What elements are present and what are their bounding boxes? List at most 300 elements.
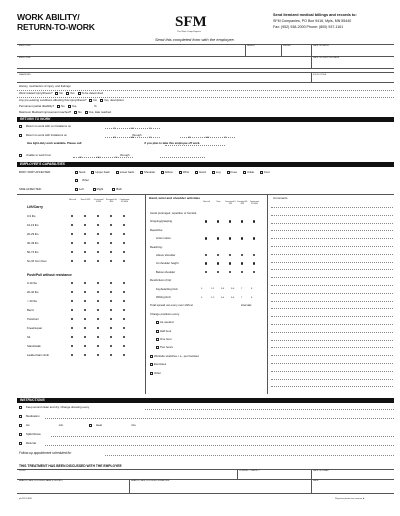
ppd-no-checkbox[interactable] xyxy=(57,105,60,108)
frequency-radio[interactable] xyxy=(71,291,73,293)
frequency-radio[interactable] xyxy=(123,336,125,338)
hand-item-label: Gripping/grasping xyxy=(150,219,173,224)
frequency-radio[interactable] xyxy=(71,224,73,226)
body-part-checkbox[interactable] xyxy=(243,171,246,174)
comment-line[interactable] xyxy=(271,308,393,309)
ppd-yes-checkbox[interactable] xyxy=(68,105,71,108)
frequency-radio[interactable] xyxy=(71,260,73,262)
frequency-radio[interactable] xyxy=(110,345,112,347)
sfm-logo: SFM xyxy=(175,14,207,30)
frequency-radio[interactable] xyxy=(97,309,99,311)
body-part-option xyxy=(161,171,173,174)
hand-item-label: Half hour xyxy=(160,328,172,333)
frequency-radio[interactable] xyxy=(123,327,125,329)
wound-checkbox[interactable] xyxy=(19,406,22,409)
referral-row: Referral xyxy=(19,442,36,445)
frequency-radio[interactable] xyxy=(123,224,125,226)
comment-line[interactable] xyxy=(271,277,393,278)
comment-line[interactable] xyxy=(271,386,393,387)
frequency-radio[interactable] xyxy=(110,224,112,226)
frequency-radio[interactable] xyxy=(84,309,86,311)
body-part-name: Ankle xyxy=(247,170,255,175)
hand-item-label: Change positions every xyxy=(150,311,180,316)
hand-frequency-radio[interactable] xyxy=(217,254,219,256)
frequency-radio[interactable] xyxy=(123,251,125,253)
form-title-line1: WORK ABILITY/ xyxy=(17,12,80,22)
hand-item xyxy=(150,212,196,215)
lift-title: Lift/Carry xyxy=(27,205,43,209)
frequency-radio[interactable] xyxy=(123,282,125,284)
body-part-checkbox[interactable] xyxy=(161,171,164,174)
rtw-limits-checkbox[interactable] xyxy=(19,134,22,137)
hand-item xyxy=(156,330,171,333)
hand-item-label: Exercises xyxy=(154,362,167,367)
hand-item-checkbox[interactable] xyxy=(150,363,153,366)
comment-line[interactable] xyxy=(271,363,393,364)
ice-row: Ice min. Heat min. xyxy=(19,424,136,427)
logo-subtitle: The Work Comp Experts xyxy=(177,31,201,33)
form-number: ph-2351 0819 xyxy=(19,498,32,500)
hours-option: 1-2 xyxy=(211,296,215,299)
hand-item xyxy=(150,220,172,223)
body-part-option xyxy=(195,171,206,174)
push-row-label: 20-40 lbs xyxy=(27,290,39,294)
comment-line[interactable] xyxy=(271,332,393,333)
body-part-name: Neck xyxy=(79,170,86,175)
frequency-radio[interactable] xyxy=(97,282,99,284)
lift-row-label: No lift from floor xyxy=(27,259,47,263)
referral-checkbox[interactable] xyxy=(19,442,22,445)
frequency-radio[interactable] xyxy=(97,300,99,302)
rtw-header: RETURN TO WORK xyxy=(17,117,394,122)
frequency-radio[interactable] xyxy=(110,215,112,217)
comment-line[interactable] xyxy=(271,324,393,325)
frequency-radio[interactable] xyxy=(123,233,125,235)
light-duty-row: Has light-duty work available. Please call if you plan to take this employee off work. xyxy=(27,141,201,145)
body-part-label: BODY PART AFFECTED: xyxy=(19,170,51,174)
height-label: HEIGHT xyxy=(247,45,255,47)
hand-item xyxy=(150,313,179,316)
rtw-date-labels-1: MO DAY YR xyxy=(113,128,152,130)
splint-row: Splint/brace xyxy=(19,433,41,436)
frequency-radio[interactable] xyxy=(84,260,86,262)
frequency-radio[interactable] xyxy=(71,336,73,338)
frequency-radio[interactable] xyxy=(123,354,125,356)
hand-frequency-radio[interactable] xyxy=(205,220,207,222)
lift-col-header: Fre-quent 34-66% xyxy=(106,199,117,203)
comment-line[interactable] xyxy=(271,340,393,341)
side-option xyxy=(93,188,104,191)
hours-option: 8 xyxy=(251,288,253,291)
hand-other-label: Other xyxy=(154,370,161,375)
frequency-radio[interactable] xyxy=(110,242,112,244)
splint-checkbox[interactable] xyxy=(19,433,22,436)
body-part-checkbox[interactable] xyxy=(260,171,263,174)
hand-item-label: Two hours xyxy=(160,345,173,350)
frequency-radio[interactable] xyxy=(123,242,125,244)
side-name: Right xyxy=(96,187,104,192)
hand-frequency-radio[interactable] xyxy=(229,271,231,273)
body-part-checkbox[interactable] xyxy=(75,171,78,174)
body-part-name: Knee xyxy=(230,170,238,175)
hours-option: 1-2 xyxy=(211,288,215,291)
hours-option: 3-4 xyxy=(221,296,225,299)
mmi-no-checkbox[interactable] xyxy=(74,111,77,114)
hand-col-header: Contin-uous 67-100% xyxy=(249,201,260,205)
other-part-checkbox[interactable] xyxy=(75,179,78,182)
lift-col-header: Contin-uous 67-100% xyxy=(119,199,130,203)
body-part-checkbox[interactable] xyxy=(140,171,143,174)
side-name: Both xyxy=(116,187,122,192)
hand-item-label: As needed xyxy=(160,320,174,325)
exam-date-label: DATE OF EXAM xyxy=(313,470,329,472)
lift-row-label: 10-19 lbs xyxy=(27,223,39,227)
side-checkbox[interactable] xyxy=(112,188,115,191)
frequency-radio[interactable] xyxy=(71,309,73,311)
license-label: LICENSE # / MEDIC # xyxy=(239,470,260,472)
comment-line[interactable] xyxy=(271,215,393,216)
frequency-radio[interactable] xyxy=(110,260,112,262)
frequency-radio[interactable] xyxy=(97,318,99,320)
hand-item-label: Above shoulder xyxy=(156,253,176,257)
comment-line[interactable] xyxy=(271,301,393,302)
lift-row-label: 0-9 lbs xyxy=(27,214,36,218)
hand-item-label: Repetitive xyxy=(150,227,163,232)
hand-frequency-radio[interactable] xyxy=(205,271,207,273)
body-part-other: Other xyxy=(75,179,89,182)
frequency-radio[interactable] xyxy=(71,300,73,302)
comment-line[interactable] xyxy=(271,371,393,372)
signature-label: HEALTH CARE PROVIDER SIGNATURE xyxy=(131,480,170,482)
hours-option: 0 xyxy=(201,296,203,299)
send-phone: Fax: (952) 938-2000 Phone: (800) 937-1161 xyxy=(273,25,344,29)
frequency-radio[interactable] xyxy=(97,327,99,329)
frequency-radio[interactable] xyxy=(97,291,99,293)
hand-item xyxy=(156,338,172,341)
diagnosis-label: DIAGNOSIS xyxy=(19,74,31,76)
frequency-radio[interactable] xyxy=(110,318,112,320)
push-row-label: Sit xyxy=(27,335,31,339)
hand-other xyxy=(150,372,161,375)
hand-frequency-radio[interactable] xyxy=(241,237,243,239)
frequency-radio[interactable] xyxy=(97,354,99,356)
side-checkbox[interactable] xyxy=(75,188,78,191)
hand-frequency-radio[interactable] xyxy=(253,271,255,273)
frequency-radio[interactable] xyxy=(71,354,73,356)
body-part-name: Foot xyxy=(264,170,270,175)
frequency-radio[interactable] xyxy=(97,242,99,244)
frequency-radio[interactable] xyxy=(84,233,86,235)
hand-frequency-radio[interactable] xyxy=(229,220,231,222)
medication-checkbox[interactable] xyxy=(19,415,22,418)
hand-item-label: Worksite stretches, i.e., per handout xyxy=(154,354,199,359)
frequency-radio[interactable] xyxy=(123,291,125,293)
comment-line[interactable] xyxy=(271,355,393,356)
push-row-label: Kneel/squat xyxy=(27,326,42,330)
comment-line[interactable] xyxy=(271,293,393,294)
hand-item-label: One hour xyxy=(160,337,172,342)
body-part-option xyxy=(212,171,221,174)
frequency-radio[interactable] xyxy=(123,345,125,347)
frequency-radio[interactable] xyxy=(84,224,86,226)
doi-label: DATE OF INJURY/ILLNESS xyxy=(313,57,340,59)
hand-frequency-radio[interactable] xyxy=(241,271,243,273)
hand-item-checkbox[interactable] xyxy=(156,321,159,324)
hand-frequency-radio[interactable] xyxy=(229,262,231,264)
body-part-name: Hand xyxy=(199,170,206,175)
frequency-radio[interactable] xyxy=(71,242,73,244)
hand-frequency-radio[interactable] xyxy=(253,220,255,222)
comments-label: Comments xyxy=(273,196,288,200)
hours-option: 7 xyxy=(241,296,243,299)
side-option xyxy=(75,188,84,191)
body-part-checkbox[interactable] xyxy=(116,171,119,174)
hand-item xyxy=(156,262,179,265)
body-part-checkbox[interactable] xyxy=(179,171,182,174)
discussed-note: THIS TREATMENT HAS BEEN DISCUSSED WITH THE EMPLOYEE xyxy=(19,464,122,468)
hand-frequency-radio[interactable] xyxy=(229,254,231,256)
hand-frequency-radio[interactable] xyxy=(217,237,219,239)
hand-frequency-radio[interactable] xyxy=(253,262,255,264)
comment-line[interactable] xyxy=(271,246,393,247)
hand-item xyxy=(150,363,166,366)
employer-label: EMPLOYER xyxy=(19,45,31,47)
hand-item-label: Below shoulder xyxy=(156,269,176,274)
push-row-label: Bend xyxy=(27,308,34,312)
rtw-no-limits-checkbox[interactable] xyxy=(19,125,22,128)
frequency-radio[interactable] xyxy=(84,336,86,338)
preexisting-no-checkbox[interactable] xyxy=(89,99,92,102)
hand-item-label: Restrictions (hrs): xyxy=(150,278,172,283)
ppd-row: Permanent partial disability? No Yes, % xyxy=(19,104,97,109)
comment-line[interactable] xyxy=(271,238,393,239)
frequency-radio[interactable] xyxy=(71,282,73,284)
frequency-radio[interactable] xyxy=(97,260,99,262)
hand-item xyxy=(156,321,173,324)
hand-frequency-radio[interactable] xyxy=(241,220,243,222)
hand-frequency-radio[interactable] xyxy=(253,254,255,256)
send-address: SFM Companies, PO Box 9416, Mpls, MN 55440 xyxy=(273,19,352,23)
frequency-radio[interactable] xyxy=(97,336,99,338)
hand-item-checkbox[interactable] xyxy=(156,346,159,349)
side-label: SIDE AFFECTED: xyxy=(19,187,42,191)
lift-row-label: 50-74 lbs xyxy=(27,250,39,254)
body-part-name: Leg xyxy=(215,170,221,175)
frequency-radio[interactable] xyxy=(110,251,112,253)
frequency-radio[interactable] xyxy=(123,300,125,302)
hand-col-header: Occa-sional 0-33% xyxy=(225,201,236,205)
hand-item-checkbox[interactable] xyxy=(156,338,159,341)
comment-line[interactable] xyxy=(271,285,393,286)
hand-frequency-radio[interactable] xyxy=(205,262,207,264)
hand-item xyxy=(156,254,175,257)
frequency-radio[interactable] xyxy=(123,215,125,217)
push-row-label: 0-19 lbs xyxy=(27,281,37,285)
push-row-label: Ladder/stair climb xyxy=(27,353,50,357)
frequency-radio[interactable] xyxy=(110,282,112,284)
hand-frequency-radio[interactable] xyxy=(229,237,231,239)
frequency-radio[interactable] xyxy=(110,233,112,235)
hand-frequency-radio[interactable] xyxy=(217,262,219,264)
hours-option: 5-6 xyxy=(231,288,235,291)
frequency-radio[interactable] xyxy=(110,354,112,356)
hand-col-header: Not at all xyxy=(203,201,210,203)
intervals-label: intervals xyxy=(241,303,252,308)
hand-item-label: Reaching: xyxy=(150,244,163,249)
comment-line[interactable] xyxy=(271,316,393,317)
comment-line[interactable] xyxy=(271,262,393,263)
unable-row: Unable to work from through xyxy=(19,154,130,157)
body-part-checkbox[interactable] xyxy=(195,171,198,174)
comment-line[interactable] xyxy=(271,379,393,380)
frequency-radio[interactable] xyxy=(97,215,99,217)
preexisting-yes-checkbox[interactable] xyxy=(100,99,103,102)
hand-item-label: Avoid prolonged, repetitive or forceful xyxy=(150,211,197,215)
hand-item xyxy=(150,229,162,232)
hand-other-checkbox[interactable] xyxy=(150,372,153,375)
hand-item-label: wrist motion xyxy=(156,236,171,241)
body-part-name: Shoulder xyxy=(144,170,156,175)
hand-col-header: Fre-quent 34-66% xyxy=(237,201,248,205)
frequency-radio[interactable] xyxy=(84,242,86,244)
comment-line[interactable] xyxy=(271,254,393,255)
frequency-radio[interactable] xyxy=(97,224,99,226)
frequency-radio[interactable] xyxy=(84,251,86,253)
hand-item xyxy=(156,237,171,240)
mmi-yes-checkbox[interactable] xyxy=(85,111,88,114)
date-label: DATE xyxy=(313,480,319,482)
push-row-label: Stand/walk xyxy=(27,344,41,348)
frequency-radio[interactable] xyxy=(84,345,86,347)
medication-row: Medication xyxy=(19,415,40,418)
hand-frequency-radio[interactable] xyxy=(205,254,207,256)
lift-col-header: Not at all xyxy=(68,199,77,201)
frequency-radio[interactable] xyxy=(71,327,73,329)
comment-line[interactable] xyxy=(271,269,393,270)
frequency-radio[interactable] xyxy=(110,309,112,311)
body-part-checkbox[interactable] xyxy=(91,171,94,174)
frequency-radio[interactable] xyxy=(71,345,73,347)
frequency-radio[interactable] xyxy=(123,318,125,320)
rtw-no-limits-row: Return to work with no limitations on xyxy=(19,125,71,128)
frequency-radio[interactable] xyxy=(97,345,99,347)
unable-checkbox[interactable] xyxy=(19,154,22,157)
heat-checkbox[interactable] xyxy=(89,424,92,427)
frequency-radio[interactable] xyxy=(84,282,86,284)
frequency-radio[interactable] xyxy=(71,251,73,253)
frequency-radio[interactable] xyxy=(84,300,86,302)
lift-col-header: Rare 0-33% xyxy=(80,199,91,201)
comment-line[interactable] xyxy=(271,223,393,224)
employee-label: EMPLOYEE xyxy=(19,57,31,59)
provider-label: HEALTH CARE PROVIDER NAME (PRINTED) xyxy=(19,480,63,482)
hand-item xyxy=(150,279,172,282)
comment-line[interactable] xyxy=(271,207,393,208)
frequency-radio[interactable] xyxy=(71,233,73,235)
hand-item-label: Keyboarding limit: xyxy=(156,286,179,291)
weight-label: WEIGHT xyxy=(283,45,292,47)
body-part-option xyxy=(179,171,189,174)
body-part-checkbox[interactable] xyxy=(212,171,215,174)
instructions-header: INSTRUCTIONS xyxy=(17,398,394,403)
ice-checkbox[interactable] xyxy=(19,424,22,427)
hand-frequency-radio[interactable] xyxy=(205,237,207,239)
frequency-radio[interactable] xyxy=(71,318,73,320)
form-page: WORK ABILITY/ RETURN-TO-WORK SFM The Work Comp Experts Send itemized medical billings and records to: SFM Companies, PO Box 9416, Mpls, MN 55440 Fax: (952) 938-2000 Phone: (800) 937-1161 Send this completed form with the employee. EMPLOYER HEIGHT WEIGHT DATE OF BIRTH EMPLOYEE DATE OF INJURY/ILLNESS DIAGNOSIS ICD-10 CODE History, mechanism of injury, and findings: Work related injury/illness? No Yes To be determined Any pre-existing conditions affecting this injury/illness? No Yes, description: Permanent partial disability? No Yes, % Maximum Medical Improvement reached? No Yes, date reached RETURN TO WORK Return to work with no limitations on MO DAY YR Return to work with limitations on through MO DAY YR MO DAY YR Has light-duty work available. Please call if you plan to take this employee off work. Unable to work from through MO DAY YR EMPLOYEE'S CAPABILITIES BODY PART AFFECTED: Neck Upper back Lower back Shoulder Elbow Wrist Hand Leg Knee Ankle Foot Other SIDE AFFECTED: Left Right Both Lift/Carry Not at all Rare 0-33% Occa-sional 0-33% Fre-quent 34-66% Contin-uous 67-100% 0-9 lbs 10-19 lbs 20-29 lbs 30-49 lbs 50-74 lbs No lift from floor Push/Pull without resistance 0-19 lbs 20-40 lbs > 40 lbs Bend Twist/turn Kneel/squat Sit Stand/walk Ladder/stair climb Hand, wrist and shoulder activities Not at all Rare Occa-sional 0-33% Fre-quent 34-66% Contin-uous 67-100% Avoid prolonged, repetitive or forceful Gripping/grasping Repetitive wrist motion Reaching: Above shoulder At shoulder height Below shoulder Restrictions (hrs): Keyboarding limit: Writing limit: Total spread out every over shift at Change positions every As needed Half hour One hour Two hours Worksite stretches, i.e., per handout Exercises Comments INSTRUCTIONS Keep wound clean and dry. Change dressing every Medication Ice min. Heat min. Splint/brace Referral Follow-up appointment scheduled for THIS TREATMENT HAS BEEN DISCUSSED WITH THE EMPLOYEE CLINIC LICENSE # / MEDIC # DATE OF EXAM HEALTH CARE PROVIDER NAME (PRINTED) HEALTH CARE PROVIDER SIGNATURE DATE ph-2351 0819 Physician please see reverse ► 0 1-2 3-4 5-6 7 8 0 1-2 3-4 5-6 7 8 intervals Other xyxy=(5,4,396,512)
body-part-name: Elbow xyxy=(165,170,173,175)
comment-line[interactable] xyxy=(271,230,393,231)
hours-option: 3-4 xyxy=(221,288,225,291)
body-part-option xyxy=(260,171,270,174)
hand-item-label: Total spread out every over shift at xyxy=(150,303,193,308)
hand-item-checkbox[interactable] xyxy=(156,330,159,333)
hand-item xyxy=(156,271,175,274)
hand-frequency-radio[interactable] xyxy=(241,262,243,264)
frequency-radio[interactable] xyxy=(84,354,86,356)
frequency-radio[interactable] xyxy=(110,327,112,329)
hand-frequency-radio[interactable] xyxy=(241,254,243,256)
hand-item xyxy=(150,246,163,249)
frequency-radio[interactable] xyxy=(84,291,86,293)
frequency-radio[interactable] xyxy=(84,327,86,329)
hand-col-header: Rare xyxy=(216,201,221,203)
comment-line[interactable] xyxy=(271,347,393,348)
frequency-radio[interactable] xyxy=(84,318,86,320)
hand-frequency-radio[interactable] xyxy=(217,271,219,273)
hours-option: 5-6 xyxy=(231,296,235,299)
frequency-radio[interactable] xyxy=(71,215,73,217)
hours-option: 0 xyxy=(201,288,203,291)
frequency-radio[interactable] xyxy=(110,300,112,302)
frequency-radio[interactable] xyxy=(110,291,112,293)
hand-item xyxy=(150,304,193,307)
body-part-option xyxy=(140,171,155,174)
hand-frequency-radio[interactable] xyxy=(217,220,219,222)
related-yes-checkbox[interactable] xyxy=(66,92,69,95)
hand-item-checkbox[interactable] xyxy=(150,355,153,358)
body-part-checkbox[interactable] xyxy=(227,171,230,174)
hand-item xyxy=(156,346,173,349)
side-name: Left xyxy=(79,187,84,192)
frequency-radio[interactable] xyxy=(123,309,125,311)
lift-row-label: 20-29 lbs xyxy=(27,232,39,236)
frequency-radio[interactable] xyxy=(84,215,86,217)
hours-option: 7 xyxy=(241,288,243,291)
icd-label: ICD-10 CODE xyxy=(313,74,327,76)
side-checkbox[interactable] xyxy=(93,188,96,191)
body-part-option xyxy=(227,171,238,174)
frequency-radio[interactable] xyxy=(110,336,112,338)
push-row-label: > 40 lbs xyxy=(27,299,37,303)
body-part-name: Lower back xyxy=(119,170,134,175)
preexisting-row: Any pre-existing conditions affecting this injury/illness? No Yes, description: xyxy=(19,98,125,103)
related-no-checkbox[interactable] xyxy=(55,92,58,95)
work-related-row: Work related injury/illness? No Yes To be determined xyxy=(19,91,104,96)
body-part-option xyxy=(75,171,85,174)
hand-item xyxy=(156,296,171,299)
related-tbd-checkbox[interactable] xyxy=(78,92,81,95)
frequency-radio[interactable] xyxy=(97,233,99,235)
frequency-radio[interactable] xyxy=(123,260,125,262)
body-part-options xyxy=(75,171,270,174)
clinic-label: CLINIC xyxy=(19,470,26,472)
lift-row-label: 30-49 lbs xyxy=(27,241,39,245)
body-part-option xyxy=(116,171,134,174)
hand-frequency-radio[interactable] xyxy=(253,237,255,239)
frequency-radio[interactable] xyxy=(97,251,99,253)
side-option xyxy=(112,188,122,191)
push-title: Push/Pull without resistance xyxy=(27,273,72,277)
